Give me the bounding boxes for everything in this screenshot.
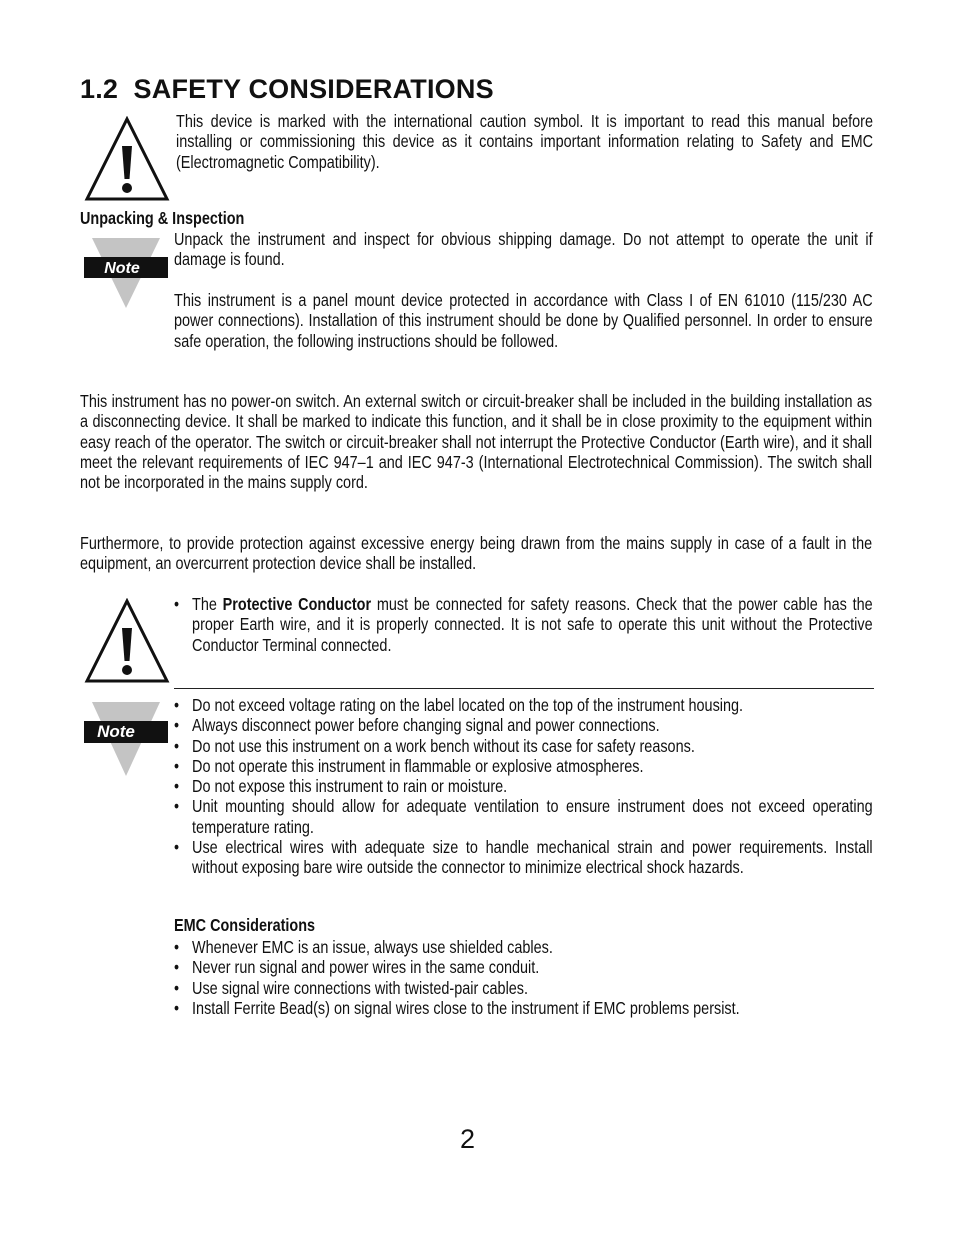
section-divider: [174, 688, 874, 689]
section-heading: [80, 74, 494, 105]
power-switch-paragraph: This instrument has no power-on switch. An external switch or circuit-breaker shall be included in the building installation as a disconnecting device. It shall be marked to indicate this function, and it shall be in close proximity to the equipment within easy reach of the operator. The switch or circuit-breaker shall not interrupt the Protective Conductor (Earth wire), and it shall meet the relevant requirements of IEC 947–1 and IEC 947-3 (International Electrotechnical Commission). The switch shall not be incorporated in the mains supply cord.: [80, 391, 873, 493]
list-item: • Unit mounting should allow for adequate ventilation to ensure instrument does not exceed operating temperature rating.: [174, 796, 873, 837]
list-item: • Do not exceed voltage rating on the label located on the top of the instrument housing.: [174, 695, 873, 715]
list-item: • Whenever EMC is an issue, always use shielded cables.: [174, 937, 855, 957]
unpacking-heading: Unpacking & Inspection: [80, 208, 245, 228]
list-item: • The Protective Conductor must be connected for safety reasons. Check that the power cable has the proper Earth wire, and it is properly connected. It is not safe to operate this unit without the Protective Conductor Terminal connected.: [174, 594, 873, 655]
safety-bullet-list: [174, 695, 873, 878]
list-item: • Do not use this instrument on a work bench without its case for safety reasons.: [174, 736, 873, 756]
emc-bullet-list: [174, 937, 855, 1018]
list-item: • Do not expose this instrument to rain or moisture.: [174, 776, 873, 796]
protective-conductor-term: Protective Conductor: [222, 594, 372, 614]
list-item: • Use signal wire connections with twisted-pair cables.: [174, 978, 855, 998]
note-icon: [84, 238, 168, 308]
section-number: 1.2: [80, 74, 119, 104]
emc-heading: EMC Considerations: [174, 915, 316, 935]
protective-conductor-bullet: [174, 594, 873, 655]
unpacking-paragraph-1: Unpack the instrument and inspect for obvious shipping damage. Do not attempt to operate the unit if damage is found.: [174, 229, 873, 270]
note-icon: [84, 702, 168, 776]
section-title: SAFETY CONSIDERATIONS: [133, 74, 494, 104]
note-label: Note: [97, 722, 135, 741]
note-label: Note: [104, 260, 140, 277]
intro-paragraph: This device is marked with the international caution symbol. It is important to read this manual before installing or commissioning this device as it contains important information relating to Safety and EMC (Electromagnetic Compatibility).: [176, 111, 873, 172]
list-item: • Never run signal and power wires in the same conduit.: [174, 957, 855, 977]
caution-icon: [84, 116, 170, 202]
list-item: • Install Ferrite Bead(s) on signal wires close to the instrument if EMC problems persist.: [174, 998, 855, 1018]
unpacking-paragraph-2: This instrument is a panel mount device protected in accordance with Class I of EN 61010 (115/230 AC power connections). Installation of this instrument should be done by Qualified personnel. In order to ensure safe operation, the following instructions should be followed.: [174, 290, 873, 351]
list-item: • Do not operate this instrument in flammable or explosive atmospheres.: [174, 756, 873, 776]
list-item: • Always disconnect power before changing signal and power connections.: [174, 715, 873, 735]
list-item: • Use electrical wires with adequate size to handle mechanical strain and power requirements. Install without exposing bare wire outside the connector to minimize electrical shock hazards.: [174, 837, 873, 878]
overcurrent-paragraph: Furthermore, to provide protection against excessive energy being drawn from the mains supply in case of a fault in the equipment, an overcurrent protection device shall be installed.: [80, 533, 873, 574]
page-number: 2: [460, 1124, 476, 1154]
caution-icon: [84, 598, 170, 684]
